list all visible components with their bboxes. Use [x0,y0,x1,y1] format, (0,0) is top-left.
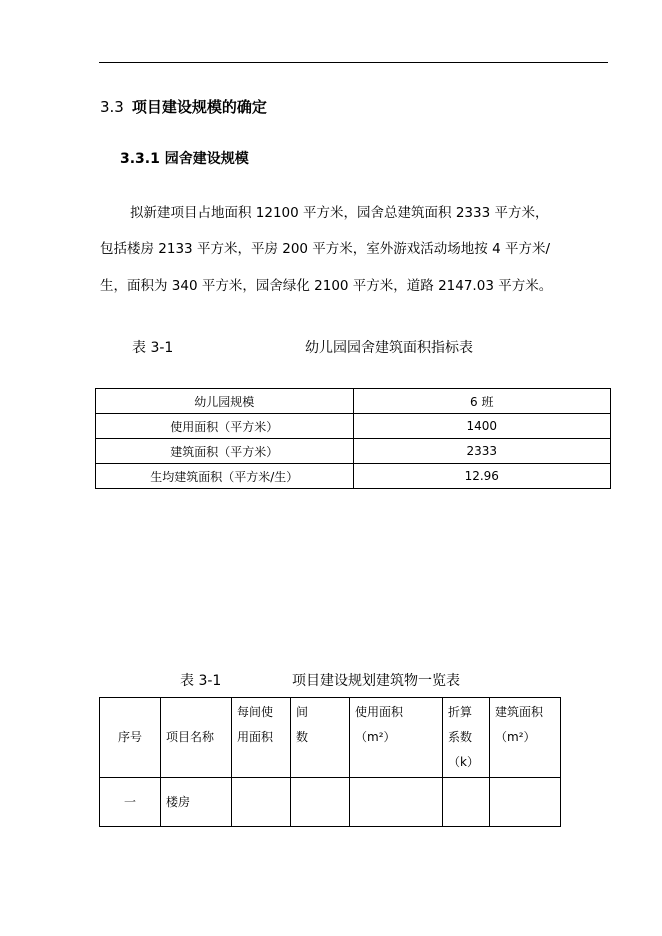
table-cell-value: 12.96 [353,464,611,489]
table-row [96,439,611,464]
paragraph-line-1: 拟新建项目占地面积 12100 平方米，园舍总建筑面积 2333 平方米， [130,205,549,221]
building-plan-table [99,697,561,827]
header-rooms-line2: 数 [296,730,309,744]
table-cell-label: 生均建筑面积（平方米/生） [96,464,354,489]
table1-caption-label: 表 3-1 [132,340,174,356]
row-usable-area [350,778,443,827]
table-row [96,464,611,489]
header-name: 项目名称 [161,698,232,778]
building-area-index-table [95,388,611,489]
table-cell-value: 2333 [353,439,611,464]
header-factor-line3: （k） [448,755,479,769]
subsection-heading: 3.3.1 园舍建设规模 [120,151,249,167]
row-per-room-area [232,778,291,827]
header-per-room-line1: 每间使 [237,705,274,719]
table-cell-value: 6 班 [353,389,611,414]
header-building-line2: （m²） [495,730,536,744]
header-factor [443,698,490,778]
header-building-line1: 建筑面积 [495,705,544,719]
paragraph-line-2: 包括楼房 2133 平方米，平房 200 平方米，室外游戏活动场地按 4 平方米/ [100,241,551,257]
table-row [96,414,611,439]
section-heading [100,96,267,117]
table2-caption-title: 项目建设规划建筑物一览表 [292,673,460,689]
row-name: 楼房 [161,778,232,827]
table1-caption-title: 幼儿园园舍建筑面积指标表 [305,340,473,356]
header-building-area [490,698,561,778]
table-cell-label: 建筑面积（平方米） [96,439,354,464]
header-factor-line2: 系数 [448,730,473,744]
row-room-count [291,778,350,827]
table2-caption-label: 表 3-1 [180,673,222,689]
table-cell-value: 1400 [353,414,611,439]
table-cell-label: 幼儿园规模 [96,389,354,414]
section-title: 项目建设规模的确定 [131,98,267,116]
row-seq: 一 [100,778,161,827]
section-number: 3.3 [100,98,124,116]
table-header-row [100,698,561,778]
header-per-room-line2: 用面积 [237,730,274,744]
header-per-room-area [232,698,291,778]
table-row [96,389,611,414]
header-room-count [291,698,350,778]
header-usable-line2: （m²） [355,730,396,744]
paragraph-line-3: 生，面积为 340 平方米，园舍绿化 2100 平方米，道路 2147.03 平方米。 [100,278,553,294]
row-building-area [490,778,561,827]
header-usable-area [350,698,443,778]
row-factor [443,778,490,827]
header-seq: 序号 [100,698,161,778]
header-rule [99,62,608,63]
table-row [100,778,561,827]
header-usable-line1: 使用面积 [355,705,404,719]
header-rooms-line1: 间 [296,705,309,719]
table-cell-label: 使用面积（平方米） [96,414,354,439]
header-factor-line1: 折算 [448,705,473,719]
